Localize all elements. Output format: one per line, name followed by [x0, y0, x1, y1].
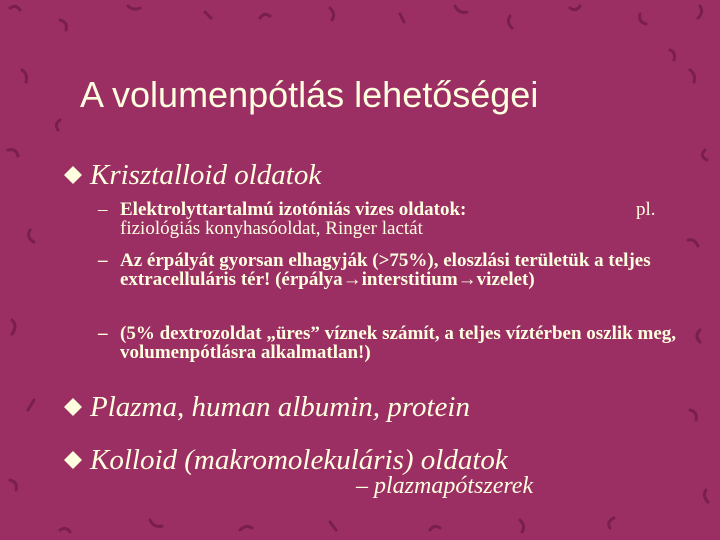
sub-item-erpalya: [98, 251, 688, 289]
bullet-item-kolloid: [62, 443, 508, 477]
bullet-text: Plazma, human albumin, protein: [90, 391, 470, 423]
page-title: A volumenpótlás lehetőségei: [80, 74, 539, 115]
sub-extra-label: pl.: [636, 199, 656, 220]
sub-item-dextroz: [98, 324, 688, 362]
kolloid-subline: – plazmapótszerek: [356, 473, 534, 499]
bullet-item-plazma: [62, 390, 470, 424]
bullet-text: Krisztalloid oldatok: [90, 159, 322, 191]
dash-mark: –: [98, 250, 108, 271]
diamond-bullet-icon: [62, 449, 84, 471]
diamond-bullet-icon: [62, 396, 84, 418]
dash-mark: –: [98, 323, 108, 344]
bullet-text: Kolloid (makromolekuláris) oldatok: [90, 444, 508, 476]
diamond-bullet-icon: [62, 164, 84, 186]
sub-item-text: Elektrolyttartalmú izotóniás vizes oldatok:: [120, 199, 467, 220]
sub-item-elektrolyt: [98, 200, 688, 238]
bullet-item-krisztalloid: [62, 158, 321, 192]
sub-item-text: (5% dextrozoldat „üres” víznek számít, a teljes víztérben oszlik meg, volumenpótlásra alkalmatlan!): [120, 323, 677, 363]
dash-mark: –: [98, 199, 108, 220]
sub-item-text-continued: fiziológiás konyhasóoldat, Ringer lactát: [120, 218, 423, 239]
sub-item-text: Az érpályát gyorsan elhagyják (>75%), eloszlási területük a teljes extracelluláris tér! (érpálya→interstitium→vizelet): [120, 250, 651, 290]
